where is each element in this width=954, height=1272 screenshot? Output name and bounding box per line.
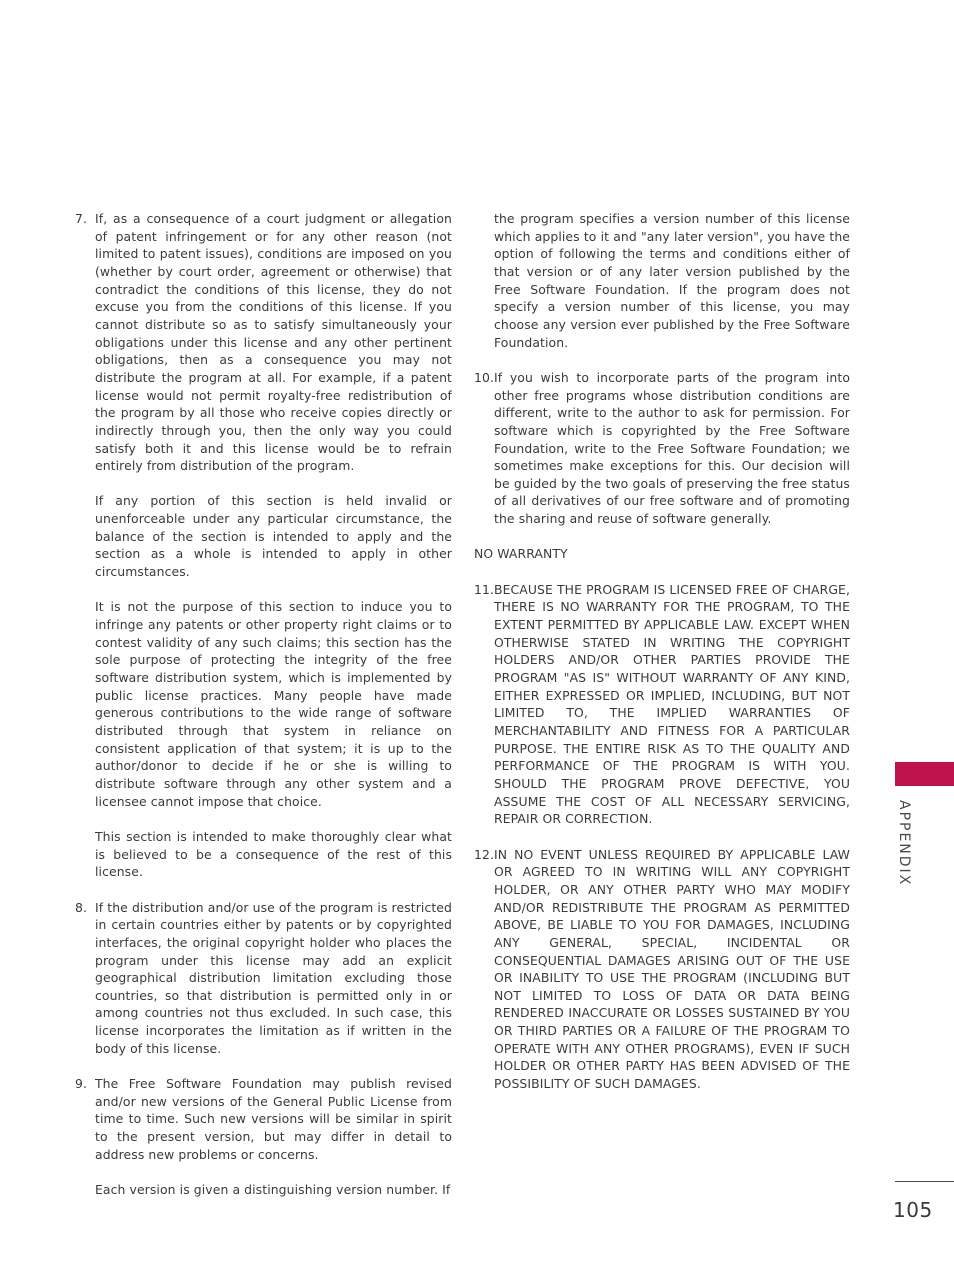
paragraph: This section is intended to make thoroughly clear what is believed to be a consequence of the rest of this license.	[95, 828, 452, 880]
paragraph: the program specifies a version number of this license which applies to it and "any later version", you have the option of following the terms and conditions either of that version or of any later version published by the Free Software Foundation. If the program does not specify a version number of this license, you may choose any version ever published by the Free Software Foundation.	[494, 211, 850, 350]
item-number: 7.	[75, 211, 88, 226]
list-item-7	[75, 210, 452, 475]
list-item-8	[75, 899, 452, 1058]
item-text: IN NO EVENT UNLESS REQUIRED BY APPLICABLE LAW OR AGREED TO IN WRITING WILL ANY COPYRIGHT HOLDER, OR ANY OTHER PARTY WHO MAY MODIFY AND/OR REDISTRIBUTE THE PROGRAM AS PERMITTED ABOVE, BE LIABLE TO YOU FOR DAMAGES, INCLUDING ANY GENERAL, SPECIAL, INCIDENTAL OR CONSEQUENTIAL DAMAGES ARISING OUT OF THE USE OR INABILITY TO USE THE PROGRAM (INCLUDING BUT NOT LIMITED TO LOSS OF DATA OR DATA BEING RENDERED INACCURATE OR LOSSES SUSTAINED BY YOU OR THIRD PARTIES OR A FAILURE OF THE PROGRAM TO OPERATE WITH ANY OTHER PROGRAMS), EVEN IF SUCH HOLDER OR OTHER PARTY HAS BEEN ADVISED OF THE POSSIBILITY OF SUCH DAMAGES.	[494, 846, 850, 1092]
list-item-10	[474, 369, 850, 528]
paragraph: If any portion of this section is held invalid or unenforceable under any particular circumstance, the balance of the section is intended to apply and the section as a whole is intended to apply in other circumstances.	[95, 493, 452, 580]
item-number: 10.	[474, 369, 495, 385]
list-item-12	[474, 846, 850, 1093]
list-item-11	[474, 581, 850, 828]
item-number: 12.	[474, 846, 495, 862]
item-number: 9.	[75, 1076, 88, 1092]
item-text: If, as a consequence of a court judgment or allegation of patent infringement or for any other reason (not limited to patent issues), conditions are imposed on you (whether by court order, agreement or otherwise) that contradict the conditions of this license, they do not excuse you from the conditions of this license. If you cannot distribute so as to satisfy simultaneously your obligations under this license and any other pertinent obligations, then as a consequence you may not distribute the program at all. For example, if a patent license would not permit royalty-free redistribution of the program by all those who receive copies directly or indirectly through you, then the only way you could satisfy both it and this license would be to refrain entirely from distribution of the program.	[95, 211, 452, 474]
item-text: The Free Software Foundation may publish revised and/or new versions of the General Public License from time to time. Such new versions will be similar in spirit to the present version, but may differ in detail to address new problems or concerns.	[95, 1076, 452, 1162]
item-text: If you wish to incorporate parts of the program into other free programs whose distribution conditions are different, write to the author to ask for permission. For software which is copyrighted by the Free Software Foundation, write to the Free Software Foundation; we sometimes make exceptions for this. Our decision will be guided by the two goals of preserving the free status of all derivatives of our free software and of promoting the sharing and reuse of software generally.	[494, 369, 850, 527]
item-number: 11.	[474, 581, 495, 597]
section-heading: NO WARRANTY	[474, 546, 568, 562]
section-tab	[895, 762, 954, 786]
page-number: 105	[893, 1198, 933, 1222]
paragraph: It is not the purpose of this section to induce you to infringe any patents or other property right claims or to contest validity of any such claims; this section has the sole purpose of protecting the integrity of the free software distribution system, which is implemented by public license practices. Many people have made generous contributions to the wide range of software distributed through that system in reliance on consistent application of that system; it is up to the author/donor to decide if he or she is willing to distribute software through any other system and a licensee cannot impose that choice.	[95, 599, 452, 809]
section-label: APPENDIX	[896, 800, 912, 887]
item-text: If the distribution and/or use of the program is restricted in certain countries either by patents or by copyrighted interfaces, the original copyright holder who places the program under this license may add an explicit geographical distribution limitation excluding those countries, so that distribution is permitted only in or among countries not thus excluded. In such case, this license incorporates the limitation as if written in the body of this license.	[95, 899, 452, 1056]
list-item-9	[75, 1075, 452, 1163]
paragraph: Each version is given a distinguishing version number. If	[95, 1182, 451, 1197]
item-text: BECAUSE THE PROGRAM IS LICENSED FREE OF CHARGE, THERE IS NO WARRANTY FOR THE PROGRAM, TO THE EXTENT PERMITTED BY APPLICABLE LAW. EXCEPT WHEN OTHERWISE STATED IN WRITING THE COPYRIGHT HOLDERS AND/OR OTHER PARTIES PROVIDE THE PROGRAM "AS IS" WITHOUT WARRANTY OF ANY KIND, EITHER EXPRESSED OR IMPLIED, INCLUDING, BUT NOT LIMITED TO, THE IMPLIED WARRANTIES OF MERCHANTABILITY AND FITNESS FOR A PARTICULAR PURPOSE. THE ENTIRE RISK AS TO THE QUALITY AND PERFORMANCE OF THE PROGRAM IS WITH YOU. SHOULD THE PROGRAM PROVE DEFECTIVE, YOU ASSUME THE COST OF ALL NECESSARY SERVICING, REPAIR OR CORRECTION.	[494, 581, 850, 827]
item-number: 8.	[75, 899, 88, 915]
right-column	[474, 210, 850, 1093]
left-column	[75, 210, 452, 1199]
divider	[895, 1181, 954, 1182]
